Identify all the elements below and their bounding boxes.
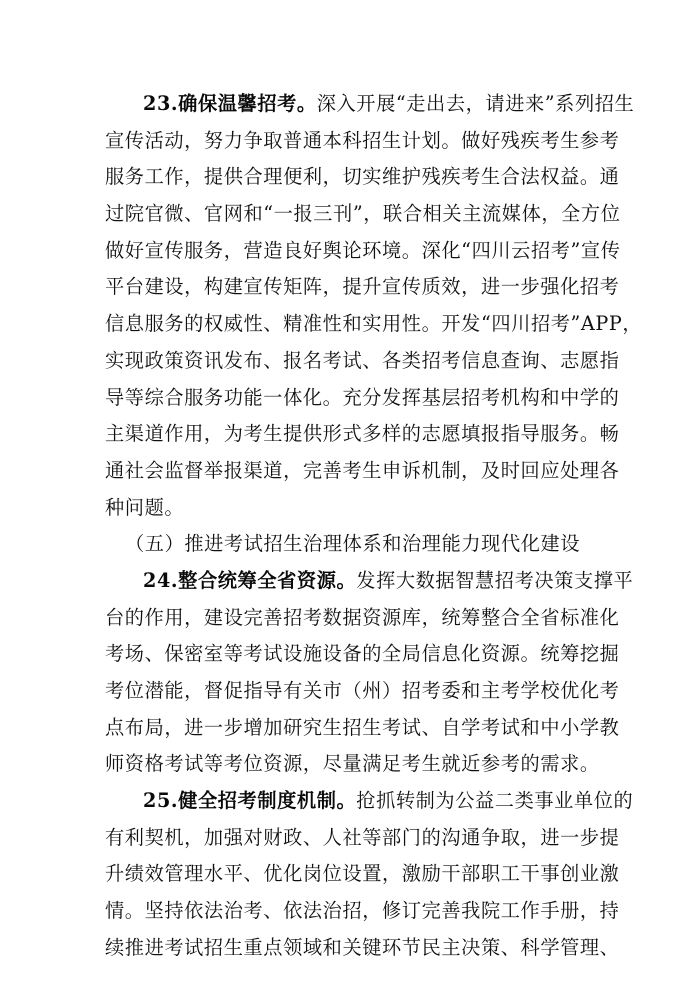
paragraph-24-line: 台的作用，建设完善招考数据资源库，统筹整合全省标准化 <box>105 605 620 629</box>
paragraph-23-line: 主渠道作用，为考生提供形式多样的志愿填报指导服务。畅 <box>105 422 620 446</box>
paragraph-25-line: 有利契机，加强对财政、人社等部门的沟通争取，进一步提 <box>105 825 620 849</box>
section-24-heading: 24.整合统筹全省资源。 <box>143 568 357 592</box>
paragraph-23-line: 实现政策资讯发布、报名考试、各类招考信息查询、志愿指 <box>105 348 620 372</box>
paragraph-23-line: 服务工作，提供合理便利，切实维护残疾考生合法权益。通 <box>105 165 620 189</box>
paragraph-25-line-1 <box>105 783 634 820</box>
section-23-heading: 23.确保温馨招考。 <box>143 92 317 115</box>
paragraph-24-line: 点布局，进一步增加研究生招生考试、自学考试和中小学教 <box>105 715 620 739</box>
section-5-heading: （五）推进考试招生治理体系和治理能力现代化建设 <box>125 532 581 556</box>
section-25-text: 抢抓转制为公益二类事业单位的 <box>356 789 634 813</box>
paragraph-24-line: 考位潜能，督促指导有关市（州）招考委和主考学校优化考 <box>105 679 620 702</box>
section-24-text: 发挥大数据智慧招考决策支撑平 <box>356 568 634 592</box>
paragraph-23-line: 做好宣传服务，营造良好舆论环境。深化“四川云招考”宣传 <box>105 238 621 262</box>
paragraph-24-line-1 <box>105 563 634 600</box>
section-23-text: 深入开展“走出去，请进来”系列招生 <box>316 92 635 115</box>
paragraph-23-line: 信息服务的权威性、精准性和实用性。开发“四川招考”APP， <box>105 312 643 336</box>
paragraph-23-line: 过院官微、官网和“一报三刊”，联合相关主流媒体，全方位 <box>105 202 621 226</box>
paragraph-23-line: 通社会监督举报渠道，完善考生申诉机制，及时回应处理各 <box>105 458 620 482</box>
paragraph-24-line: 师资格考试等考位资源，尽量满足考生就近参考的需求。 <box>105 752 600 776</box>
paragraph-23-line: 平台建设，构建宣传矩阵，提升宣传质效，进一步强化招考 <box>105 275 620 299</box>
paragraph-25-line: 情。坚持依法治考、依法治招，修订完善我院工作手册，持 <box>105 899 620 923</box>
paragraph-25-line: 升绩效管理水平、优化岗位设置，激励干部职工干事创业激 <box>105 862 620 886</box>
paragraph-25-line: 续推进考试招生重点领域和关键环节民主决策、科学管理、 <box>105 935 620 959</box>
section-25-heading: 25.健全招考制度机制。 <box>143 789 357 813</box>
document-body <box>105 86 643 967</box>
paragraph-23-line-1 <box>105 86 635 123</box>
paragraph-23-line: 导等综合服务功能一体化。充分发挥基层招考机构和中学的 <box>105 385 620 409</box>
paragraph-23-line: 宣传活动，努力争取普通本科招生计划。做好残疾考生参考 <box>105 128 620 152</box>
paragraph-23-line: 种问题。 <box>105 495 185 519</box>
paragraph-24-line: 考场、保密室等考试设施设备的全局信息化资源。统筹挖掘 <box>105 642 620 666</box>
